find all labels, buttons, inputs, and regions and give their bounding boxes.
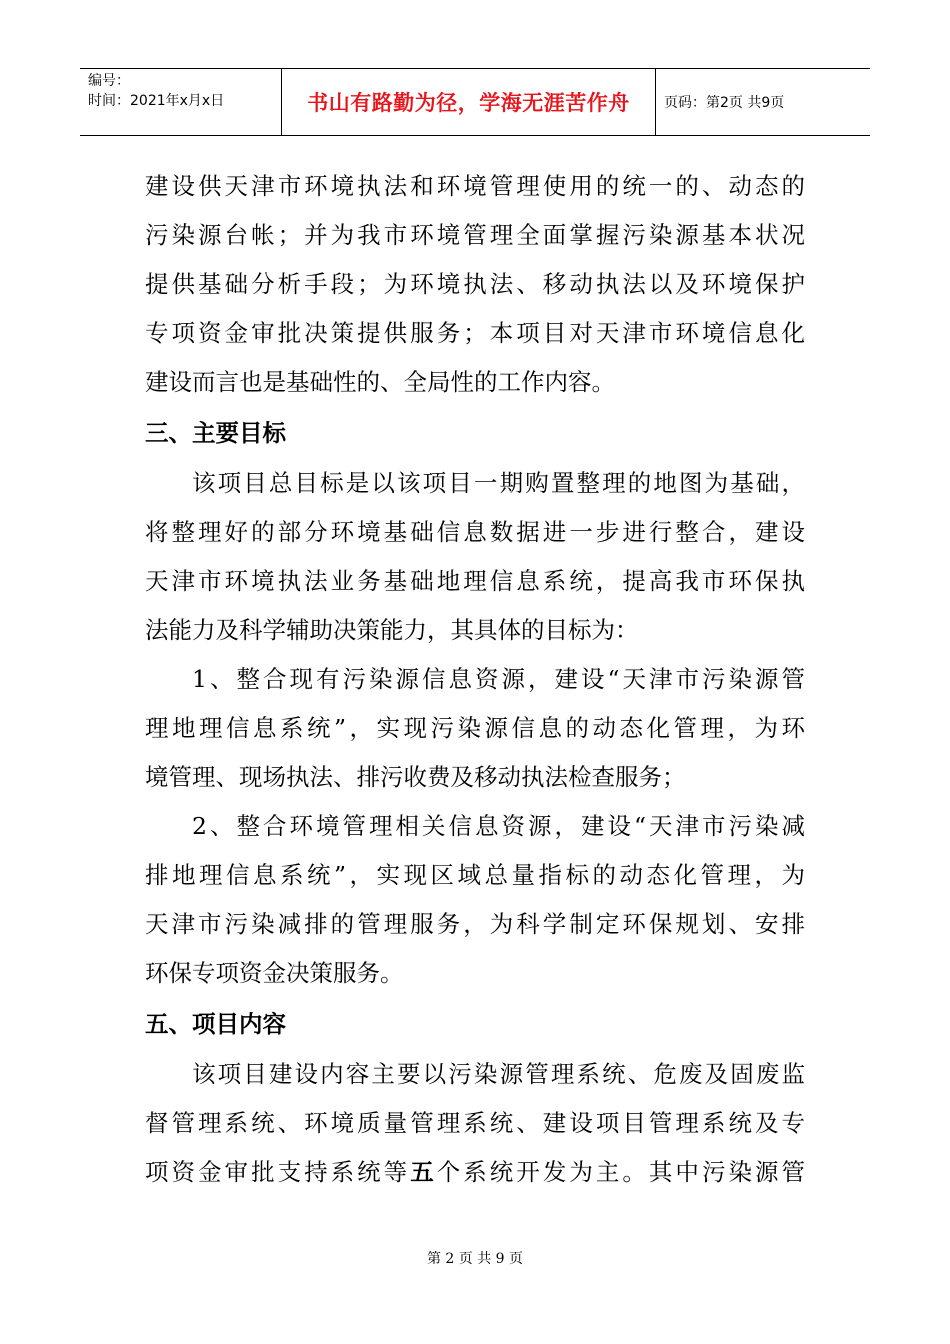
body-line: 境管理、现场执法、排污收费及移动执法检查服务； bbox=[145, 763, 686, 791]
body-line: 建设而言也是基础性的、全局性的工作内容。 bbox=[145, 368, 615, 396]
body-line: 2、整合环境管理相关信息资源，建设“天津市污染减 bbox=[192, 812, 805, 840]
body-text: 个系统开发为主。其中污染源管 bbox=[436, 1158, 806, 1186]
body-line: 该项目总目标是以该项目一期购置整理的地图为基础， bbox=[192, 469, 805, 497]
page-header bbox=[80, 68, 870, 136]
body-line: 1、整合现有污染源信息资源，建设“天津市污染源管 bbox=[192, 665, 805, 693]
body-line: 专项资金审批决策提供服务；本项目对天津市环境信息化 bbox=[145, 319, 805, 347]
header-page-info: 页码：第2页 共9页 bbox=[664, 95, 785, 111]
body-line: 法能力及科学辅助决策能力，其具体的目标为： bbox=[145, 616, 639, 644]
body-line: 将整理好的部分环境基础信息数据进一步进行整合，建设 bbox=[145, 518, 805, 546]
body-line: 该项目建设内容主要以污染源管理系统、危废及固废监 bbox=[192, 1060, 805, 1088]
header-meta bbox=[80, 69, 282, 135]
body-line: 提供基础分析手段；为环境执法、移动执法以及环境保护 bbox=[145, 270, 805, 298]
body-line: 理地理信息系统”，实现污染源信息的动态化管理，为环 bbox=[145, 714, 805, 742]
header-motto: 书山有路勤为径，学海无涯苦作舟 bbox=[282, 69, 656, 135]
body-line bbox=[145, 1148, 805, 1197]
section-heading-goals: 三、主要目标 bbox=[145, 419, 286, 447]
section-heading-content: 五、项目内容 bbox=[145, 1010, 286, 1038]
body-line: 天津市环境执法业务基础地理信息系统，提高我市环保执 bbox=[145, 567, 805, 595]
body-text-bold: 五 bbox=[410, 1158, 437, 1186]
body-line: 环保专项资金决策服务。 bbox=[145, 959, 404, 987]
document-body bbox=[145, 162, 805, 1197]
body-line: 督管理系统、环境质量管理系统、建设项目管理系统及专 bbox=[145, 1109, 805, 1137]
body-line: 建设供天津市环境执法和环境管理使用的统一的、动态的 bbox=[145, 172, 805, 200]
page-footer: 第 2 页 共 9 页 bbox=[426, 1251, 524, 1267]
body-text: 项资金审批支持系统等 bbox=[145, 1158, 411, 1186]
body-line: 排地理信息系统”，实现区域总量指标的动态化管理，为 bbox=[145, 861, 805, 889]
document-time-label: 时间：2021年x月x日 bbox=[88, 93, 225, 109]
body-line: 污染源台帐；并为我市环境管理全面掌握污染源基本状况 bbox=[145, 221, 805, 249]
body-line: 天津市污染减排的管理服务，为科学制定环保规划、安排 bbox=[145, 910, 805, 938]
document-number-label: 编号： bbox=[88, 73, 130, 89]
